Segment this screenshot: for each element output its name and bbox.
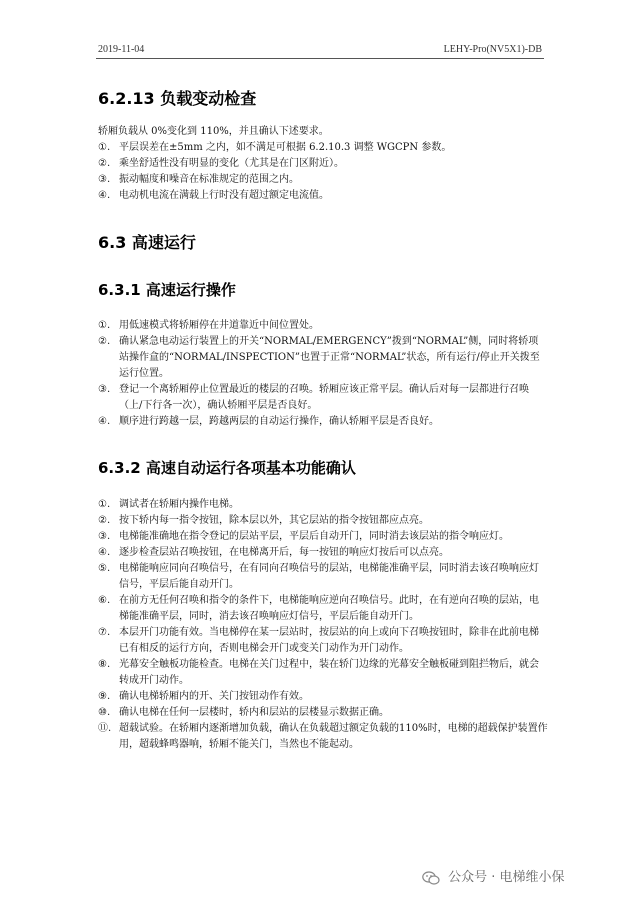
list-item-number: ①. — [98, 320, 111, 331]
wechat-icon — [422, 871, 440, 885]
list-item-number: ④. — [98, 547, 111, 558]
list-item-number: ②. — [98, 515, 111, 526]
list-item — [98, 561, 548, 593]
list-item-number: ⑨. — [98, 691, 111, 702]
list-item — [98, 414, 548, 430]
header-divider — [96, 58, 544, 59]
list-item-number: ②. — [98, 336, 111, 347]
list-item-text: 逐步检查层站召唤按钮，在电梯离开后，每一按钮的响应灯按后可以点亮。 — [119, 547, 449, 558]
list-item — [98, 188, 548, 204]
list-item-text: 按下轿内每一指令按钮，除本层以外，其它层站的指令按钮都应点亮。 — [119, 515, 429, 526]
section-63-title: 6.3 高速运行 — [98, 233, 196, 252]
section-631-title: 6.3.1 高速运行操作 — [98, 281, 236, 299]
list-item-text: 超载试验。在轿厢内逐渐增加负载，确认在负载超过额定负载的110%时，电梯的超载保护装置作用，超载蜂鸣器响，轿厢不能关门，当然也不能起动。 — [119, 723, 548, 750]
list-item-number: ④. — [98, 416, 111, 427]
section-631-list — [98, 318, 548, 430]
header-date: 2019-11-04 — [98, 44, 145, 55]
list-item-number: ⑥. — [98, 595, 111, 606]
list-item-text: 乘坐舒适性没有明显的变化（尤其是在门区附近）。 — [119, 158, 344, 169]
list-item — [98, 705, 548, 721]
section-632-list — [98, 497, 548, 753]
list-item — [98, 140, 548, 156]
list-item-text: 调试者在轿厢内操作电梯。 — [119, 499, 239, 510]
list-item-text: 本层开门功能有效。当电梯停在某一层站时，按层站的向上或向下召唤按钮时，除非在此前电梯已有相反的运行方向，否则电梯会开门或变关门动作为开门动作。 — [119, 627, 539, 654]
list-item — [98, 513, 548, 529]
list-item — [98, 657, 548, 689]
list-item — [98, 382, 548, 414]
list-item-number: ⑤. — [98, 563, 111, 574]
list-item-number: ⑩. — [98, 707, 111, 718]
list-item-number: ③. — [98, 531, 111, 542]
list-item-text: 振动幅度和噪音在标准规定的范围之内。 — [119, 174, 299, 185]
watermark-text: 公众号 · 电梯维小保 — [448, 870, 565, 885]
list-item — [98, 625, 548, 657]
list-item-text: 登记一个离轿厢停止位置最近的楼层的召唤。轿厢应该正常平层。确认后对每一层都进行召唤（上/下行各一次），确认轿厢平层是否良好。 — [119, 384, 529, 411]
list-item — [98, 721, 548, 753]
watermark — [422, 866, 565, 884]
list-item — [98, 172, 548, 188]
list-item-number: ①. — [98, 142, 111, 153]
section-6213-title: 6.2.13 负载变动检查 — [98, 89, 257, 108]
list-item-number: ⑦. — [98, 627, 111, 638]
list-item-number: ④. — [98, 190, 111, 201]
list-item-text: 在前方无任何召唤和指令的条件下，电梯能响应逆向召唤信号。此时，在有逆向召唤的层站，电梯能准确平层，同时，消去该召唤响应灯信号，平层后能自动开门。 — [119, 595, 539, 622]
list-item-number: ⑧. — [98, 659, 111, 670]
list-item-text: 电动机电流在满载上行时没有超过额定电流值。 — [119, 190, 329, 201]
list-item-number: ①. — [98, 499, 111, 510]
list-item-text: 确认紧急电动运行装置上的开关“NORMAL/EMERGENCY”拨到“NORMAL”侧，同时将轿项站操作盒的“NORMAL/INSPECTION”也置于正常“NORMAL”状态，所有运行/停止开关拨至运行位置。 — [119, 336, 540, 379]
list-item-text: 确认电梯在任何一层楼时，轿内和层站的层楼显示数据正确。 — [119, 707, 389, 718]
list-item — [98, 529, 548, 545]
list-item-text: 用低速模式将轿厢停在井道靠近中间位置处。 — [119, 320, 319, 331]
list-item — [98, 545, 548, 561]
header-doc-code: LEHY-Pro(NV5X1)-DB — [443, 44, 542, 55]
list-item-text: 电梯能响应同向召唤信号，在有同向召唤信号的层站，电梯能准确平层，同时消去该召唤响应灯信号，平层后能自动开门。 — [119, 563, 539, 590]
list-item-text: 确认电梯轿厢内的开、关门按钮动作有效。 — [119, 691, 309, 702]
list-item — [98, 497, 548, 513]
list-item-number: ③. — [98, 384, 111, 395]
list-item-text: 顺序进行跨越一层，跨越两层的自动运行操作，确认轿厢平层是否良好。 — [119, 416, 439, 427]
list-item-number: ⑪. — [98, 723, 112, 734]
list-item-text: 平层误差在±5mm 之内，如不满足可根据 6.2.10.3 调整 WGCPN 参数。 — [119, 142, 452, 153]
section-6213-intro: 轿厢负载从 0%变化到 110%，并且确认下述要求。 — [98, 126, 329, 137]
list-item-text: 电梯能准确地在指令登记的层站平层，平层后自动开门，同时消去该层站的指令响应灯。 — [119, 531, 509, 542]
list-item — [98, 318, 548, 334]
section-6213-list — [98, 140, 548, 204]
list-item — [98, 593, 548, 625]
list-item — [98, 334, 548, 382]
list-item — [98, 689, 548, 705]
list-item — [98, 156, 548, 172]
list-item-number: ②. — [98, 158, 111, 169]
list-item-text: 光幕安全触板功能检查。电梯在关门过程中，装在轿门边缘的光幕安全触板碰到阻拦物后，就会转成开门动作。 — [119, 659, 539, 686]
section-632-title: 6.3.2 高速自动运行各项基本功能确认 — [98, 459, 356, 477]
list-item-number: ③. — [98, 174, 111, 185]
